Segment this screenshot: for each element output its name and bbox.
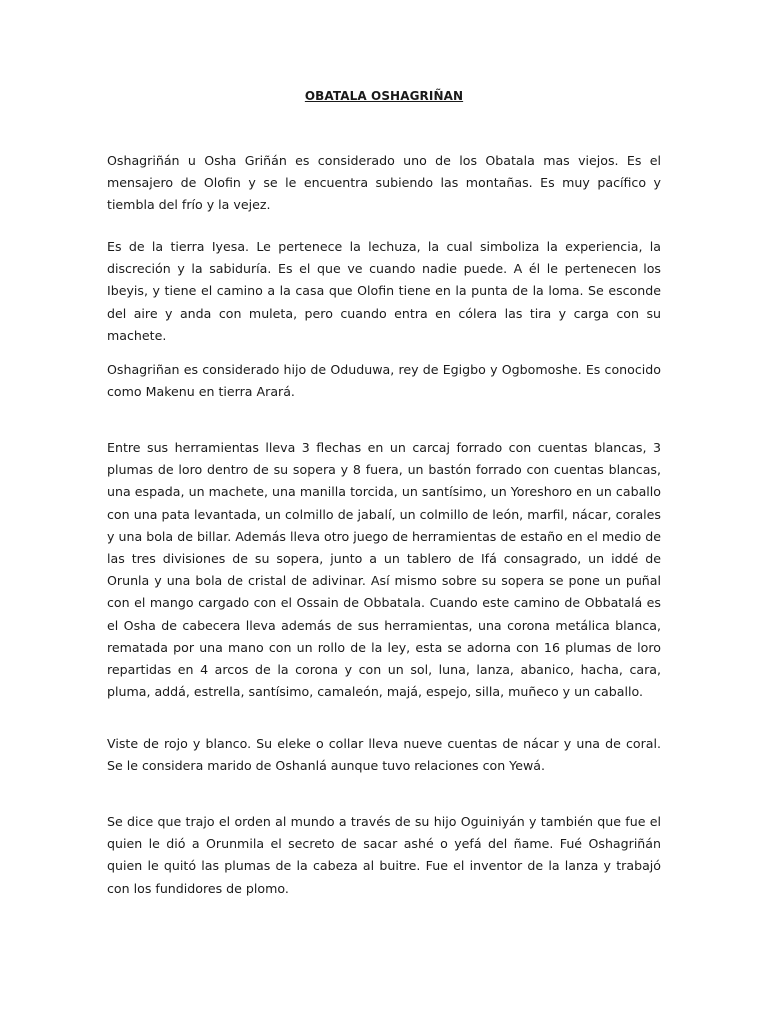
paragraph-1: Oshagriñán u Osha Griñán es considerado uno de los Obatala mas viejos. Es el mensajero de Olofin y se le encuentra subiendo las montañas. Es muy pacífico y tiembla del frío y la vejez.	[107, 153, 661, 213]
paragraph-2: Es de la tierra Iyesa. Le pertenece la lechuza, la cual simboliza la experiencia, la discreción y la sabiduría. Es el que ve cuando nadie puede. A él le pertenecen los Ibeyis, y tiene el camino a la casa que Olofin tiene en la punta de la loma. Se esconde del aire y anda con muleta, pero cuando entra en cólera las tira y carga con su machete.	[107, 239, 661, 343]
paragraph-4: Entre sus herramientas lleva 3 flechas en un carcaj forrado con cuentas blancas, 3 plumas de loro dentro de su sopera y 8 fuera, un bastón forrado con cuentas blancas, una espada, un machete, una manilla torcida, un santísimo, un Yoreshoro en un caballo con una pata levantada, un colmillo de jabalí, un colmillo de león, marfil, nácar, corales y una bola de billar. Además lleva otro juego de herramientas de estaño en el medio de las tres divisiones de su sopera, junto a un tablero de Ifá consagrado, un iddé de Orunla y una bola de cristal de adivinar. Así mismo sobre su sopera se pone un puñal con el mango cargado con el Ossain de Obbatala. Cuando este camino de Obbatalá es el Osha de cabecera lleva además de sus herramientas, una corona metálica blanca, rematada por una mano con un rollo de la ley, esta se adorna con 16 plumas de loro repartidas en 4 arcos de la corona y con un sol, luna, lanza, abanico, hacha, cara, pluma, addá, estrella, santísimo, camaleón, majá, espejo, silla, muñeco y un caballo.	[107, 440, 661, 700]
paragraph-3: Oshagriñan es considerado hijo de Oduduwa, rey de Egigbo y Ogbomoshe. Es conocido como Makenu en tierra Arará.	[107, 362, 661, 400]
document-title: OBATALA OSHAGRIÑAN	[304, 89, 464, 103]
paragraph-5: Viste de rojo y blanco. Su eleke o collar lleva nueve cuentas de nácar y una de coral. Se le considera marido de Oshanlá aunque tuvo relaciones con Yewá.	[107, 736, 661, 774]
paragraph-6: Se dice que trajo el orden al mundo a través de su hijo Oguiniyán y también que fue el quien le dió a Orunmila el secreto de sacar ashé o yefá del ñame. Fué Oshagriñán quien le quitó las plumas de la cabeza al buitre. Fue el inventor de la lanza y trabajó con los fundidores de plomo.	[107, 814, 661, 896]
